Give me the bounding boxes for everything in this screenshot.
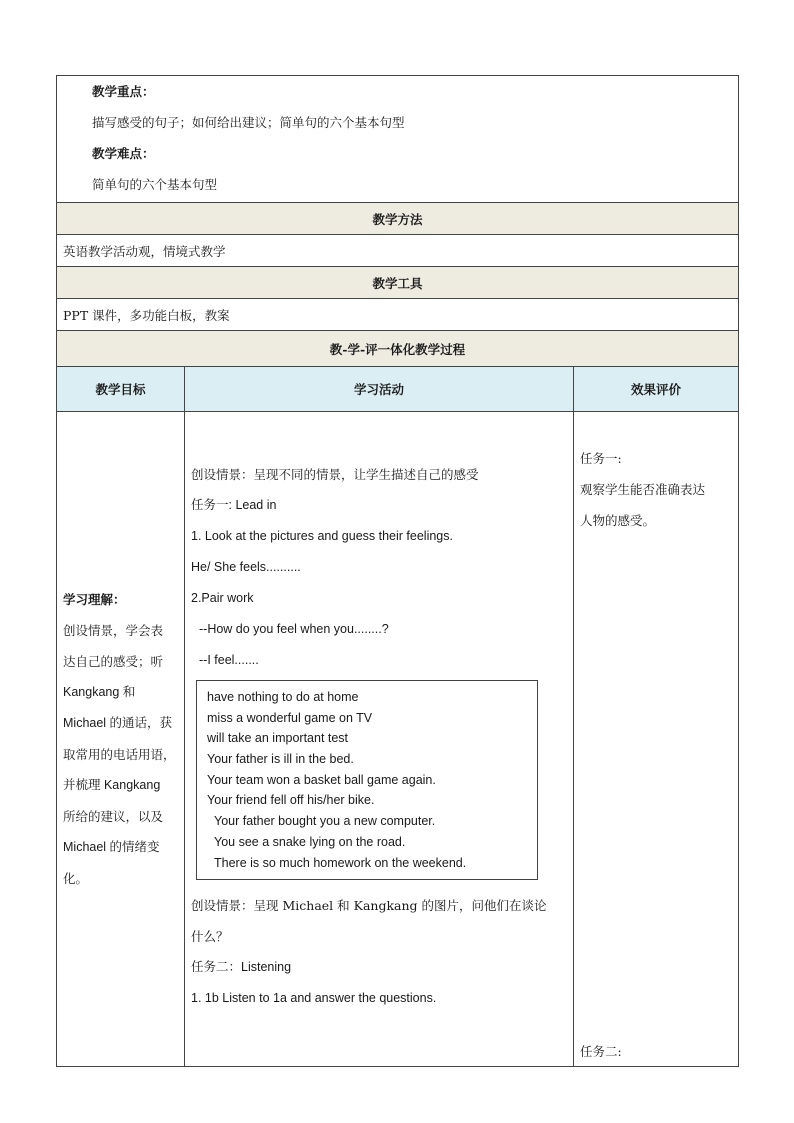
method-text-row: [57, 235, 739, 267]
task-1-title: 任务一: Lead in: [191, 498, 277, 512]
step-2-text: 2.Pair work: [191, 591, 254, 605]
key-points-text: 描写感受的句子；如何给出建议；简单句的六个基本句型: [92, 115, 405, 130]
column-header-goal: 教学目标: [57, 367, 185, 412]
situation-item: miss a wonderful game on TV: [207, 710, 373, 725]
goal-line: Michael 的情绪变: [63, 840, 160, 854]
dialog-question: --How do you feel when you........?: [199, 622, 389, 636]
goal-title: 学习理解：: [63, 592, 126, 607]
activity-cell: [185, 412, 574, 1067]
eval-task-1-line: 人物的感受。: [580, 513, 656, 528]
eval-task-1-line: 观察学生能否准确表达: [580, 482, 706, 497]
scene-2-line-2: 什么？: [191, 929, 229, 945]
task-2-title: 任务二：Listening: [191, 960, 292, 975]
goal-line: 化。: [63, 871, 89, 886]
tools-header-row: [57, 267, 739, 299]
situation-item: You see a snake lying on the road.: [214, 834, 406, 849]
goal-line: 取常用的电话用语，: [63, 747, 176, 762]
goal-line: Michael 的通话，获: [63, 716, 173, 730]
scene-1-text: 创设情景：呈现不同的情景，让学生描述自己的感受: [191, 467, 479, 482]
tools-text: PPT 课件，多功能白板，教案: [57, 299, 739, 331]
method-header-row: [57, 203, 739, 235]
situation-item: have nothing to do at home: [207, 690, 359, 704]
key-points-row: [57, 76, 739, 203]
goal-line: 所给的建议，以及: [63, 809, 164, 824]
difficult-points-text: 简单句的六个基本句型: [92, 177, 218, 192]
tools-text-row: [57, 299, 739, 331]
goal-line: 创设情景，学会表: [63, 623, 164, 638]
scene-2-line-1: 创设情景：呈现 Michael 和 Kangkang 的图片，问他们在谈论: [191, 898, 547, 914]
lesson-plan-page: [56, 75, 738, 1067]
column-header-evaluation: 效果评价: [574, 367, 739, 412]
step-1-text: 1. Look at the pictures and guess their feelings.: [191, 529, 453, 543]
situation-item: Your father is ill in the bed.: [207, 752, 354, 767]
dialog-answer: --I feel.......: [199, 653, 259, 667]
process-body-row: [57, 412, 739, 1067]
eval-task-1-label: 任务一:: [580, 451, 622, 466]
lesson-plan-table: [56, 75, 739, 1067]
method-header: 教学方法: [57, 203, 739, 235]
process-header-row: [57, 331, 739, 367]
step-3-text: 1. 1b Listen to 1a and answer the questions.: [191, 991, 437, 1006]
evaluation-cell: [574, 412, 739, 1067]
goal-line: Kangkang 和: [63, 685, 136, 699]
eval-task-2-label: 任务二:: [580, 1044, 622, 1059]
goal-line: 并梳理 Kangkang: [63, 778, 161, 792]
goal-line: 达自己的感受；听: [63, 654, 164, 669]
difficult-points-label: 教学难点：: [92, 146, 155, 161]
step-1-pattern: He/ She feels..........: [191, 560, 301, 574]
column-headers-row: [57, 367, 739, 412]
tools-header: 教学工具: [57, 267, 739, 299]
situation-item: Your father bought you a new computer.: [214, 814, 436, 829]
method-text: 英语教学活动观，情境式教学: [57, 235, 739, 267]
column-header-activity: 学习活动: [185, 367, 574, 412]
situation-item: There is so much homework on the weekend.: [214, 855, 467, 870]
process-header: 教-学-评一体化教学过程: [57, 331, 739, 367]
key-points-label: 教学重点：: [92, 84, 155, 99]
situation-item: Your friend fell off his/her bike.: [207, 793, 375, 808]
situation-item: Your team won a basket ball game again.: [207, 772, 436, 787]
situations-box: [196, 680, 538, 880]
goal-cell: [57, 412, 185, 1067]
situation-item: will take an important test: [207, 731, 349, 746]
